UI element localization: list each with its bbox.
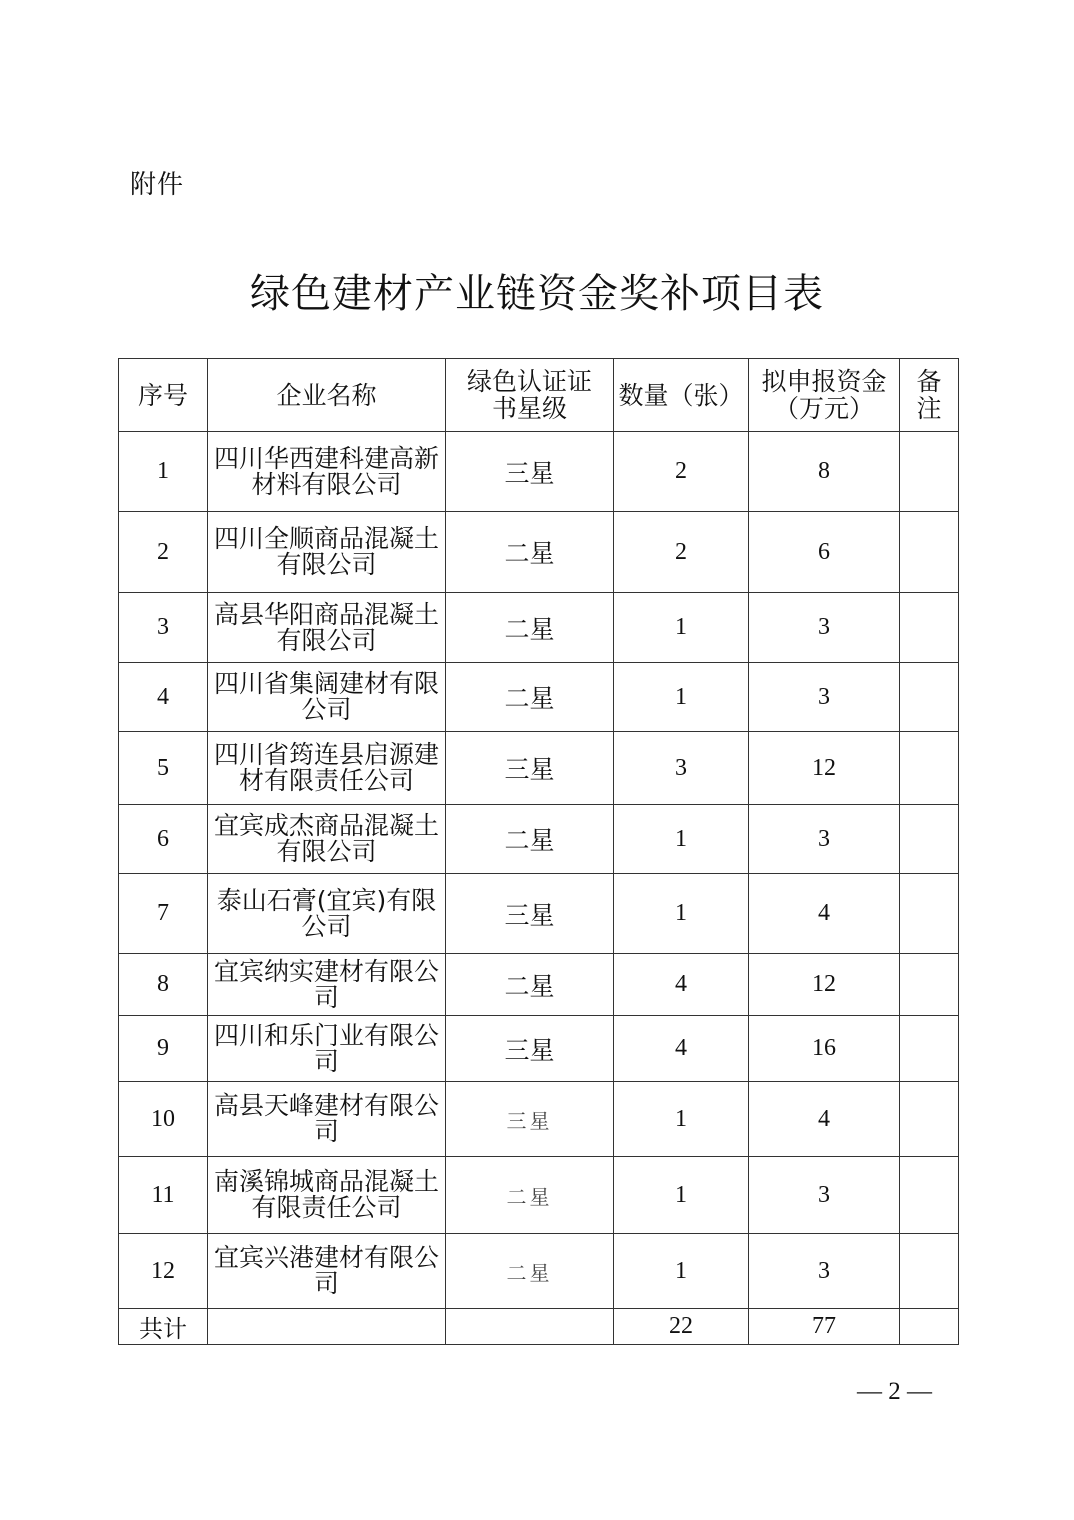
row-remark xyxy=(900,874,959,954)
row-company: 南溪锦城商品混凝土有限责任公司 xyxy=(208,1157,446,1234)
row-remark xyxy=(900,732,959,805)
total-empty xyxy=(446,1309,614,1345)
table-row xyxy=(119,1082,959,1157)
row-remark xyxy=(900,432,959,512)
row-company: 四川华西建科建高新材料有限公司 xyxy=(208,432,446,512)
row-no: 3 xyxy=(119,593,208,663)
row-amount: 3 xyxy=(749,1157,900,1234)
row-rating: 二星 xyxy=(446,512,614,593)
row-company: 高县华阳商品混凝土有限公司 xyxy=(208,593,446,663)
row-remark xyxy=(900,1016,959,1082)
header-quantity: 数量（张） xyxy=(614,359,749,432)
page-number: — 2 — xyxy=(857,1378,932,1405)
row-amount: 3 xyxy=(749,805,900,874)
row-rating: 二星 xyxy=(446,663,614,732)
row-company: 四川省筠连县启源建材有限责任公司 xyxy=(208,732,446,805)
row-company: 四川省集阔建材有限公司 xyxy=(208,663,446,732)
row-quantity: 1 xyxy=(614,593,749,663)
row-rating: 三星 xyxy=(446,1016,614,1082)
row-no: 7 xyxy=(119,874,208,954)
row-rating: 三星 xyxy=(446,732,614,805)
table-row xyxy=(119,1016,959,1082)
table-row xyxy=(119,512,959,593)
row-quantity: 1 xyxy=(614,1157,749,1234)
table-header-row xyxy=(119,359,959,432)
row-quantity: 2 xyxy=(614,432,749,512)
total-amount: 77 xyxy=(749,1309,900,1345)
row-remark xyxy=(900,512,959,593)
total-empty xyxy=(208,1309,446,1345)
table-row xyxy=(119,663,959,732)
row-quantity: 1 xyxy=(614,805,749,874)
row-rating: 二星 xyxy=(446,1234,614,1309)
row-remark xyxy=(900,593,959,663)
row-rating: 二星 xyxy=(446,1157,614,1234)
row-remark xyxy=(900,1157,959,1234)
row-quantity: 1 xyxy=(614,1082,749,1157)
row-remark xyxy=(900,1234,959,1309)
row-remark xyxy=(900,663,959,732)
row-company: 宜宾成杰商品混凝土有限公司 xyxy=(208,805,446,874)
row-remark xyxy=(900,805,959,874)
row-no: 6 xyxy=(119,805,208,874)
row-rating: 二星 xyxy=(446,954,614,1016)
row-quantity: 4 xyxy=(614,954,749,1016)
row-amount: 16 xyxy=(749,1016,900,1082)
total-quantity: 22 xyxy=(614,1309,749,1345)
award-table xyxy=(118,358,959,1345)
table-row xyxy=(119,432,959,512)
row-rating: 二星 xyxy=(446,593,614,663)
row-remark xyxy=(900,954,959,1016)
row-amount: 4 xyxy=(749,1082,900,1157)
row-rating: 三星 xyxy=(446,432,614,512)
row-remark xyxy=(900,1082,959,1157)
row-company: 高县天峰建材有限公司 xyxy=(208,1082,446,1157)
row-no: 12 xyxy=(119,1234,208,1309)
row-rating: 三星 xyxy=(446,1082,614,1157)
table-row xyxy=(119,1234,959,1309)
row-company: 泰山石膏(宜宾)有限公司 xyxy=(208,874,446,954)
row-rating: 三星 xyxy=(446,874,614,954)
table-row xyxy=(119,954,959,1016)
row-amount: 6 xyxy=(749,512,900,593)
row-no: 1 xyxy=(119,432,208,512)
row-amount: 3 xyxy=(749,1234,900,1309)
row-no: 4 xyxy=(119,663,208,732)
row-amount: 12 xyxy=(749,732,900,805)
row-quantity: 1 xyxy=(614,874,749,954)
table-row xyxy=(119,732,959,805)
table-row xyxy=(119,1157,959,1234)
table-row xyxy=(119,805,959,874)
row-quantity: 2 xyxy=(614,512,749,593)
header-no: 序号 xyxy=(119,359,208,432)
row-rating: 二星 xyxy=(446,805,614,874)
row-quantity: 4 xyxy=(614,1016,749,1082)
row-amount: 8 xyxy=(749,432,900,512)
table-row xyxy=(119,874,959,954)
header-rating: 绿色认证证书星级 xyxy=(446,359,614,432)
total-remark xyxy=(900,1309,959,1345)
attachment-label: 附件 xyxy=(130,170,185,200)
row-no: 11 xyxy=(119,1157,208,1234)
total-row xyxy=(119,1309,959,1345)
row-no: 5 xyxy=(119,732,208,805)
row-no: 10 xyxy=(119,1082,208,1157)
document-title: 绿色建材产业链资金奖补项目表 xyxy=(250,271,824,317)
table-row xyxy=(119,593,959,663)
header-company: 企业名称 xyxy=(208,359,446,432)
row-quantity: 3 xyxy=(614,732,749,805)
total-label: 共计 xyxy=(119,1309,208,1345)
row-amount: 4 xyxy=(749,874,900,954)
row-company: 宜宾兴港建材有限公司 xyxy=(208,1234,446,1309)
row-amount: 3 xyxy=(749,663,900,732)
header-amount: 拟申报资金（万元） xyxy=(749,359,900,432)
row-no: 9 xyxy=(119,1016,208,1082)
row-no: 8 xyxy=(119,954,208,1016)
row-amount: 3 xyxy=(749,593,900,663)
row-company: 四川全顺商品混凝土有限公司 xyxy=(208,512,446,593)
header-remark: 备注 xyxy=(900,359,959,432)
row-company: 宜宾纳实建材有限公司 xyxy=(208,954,446,1016)
row-company: 四川和乐门业有限公司 xyxy=(208,1016,446,1082)
row-amount: 12 xyxy=(749,954,900,1016)
row-quantity: 1 xyxy=(614,663,749,732)
row-quantity: 1 xyxy=(614,1234,749,1309)
row-no: 2 xyxy=(119,512,208,593)
